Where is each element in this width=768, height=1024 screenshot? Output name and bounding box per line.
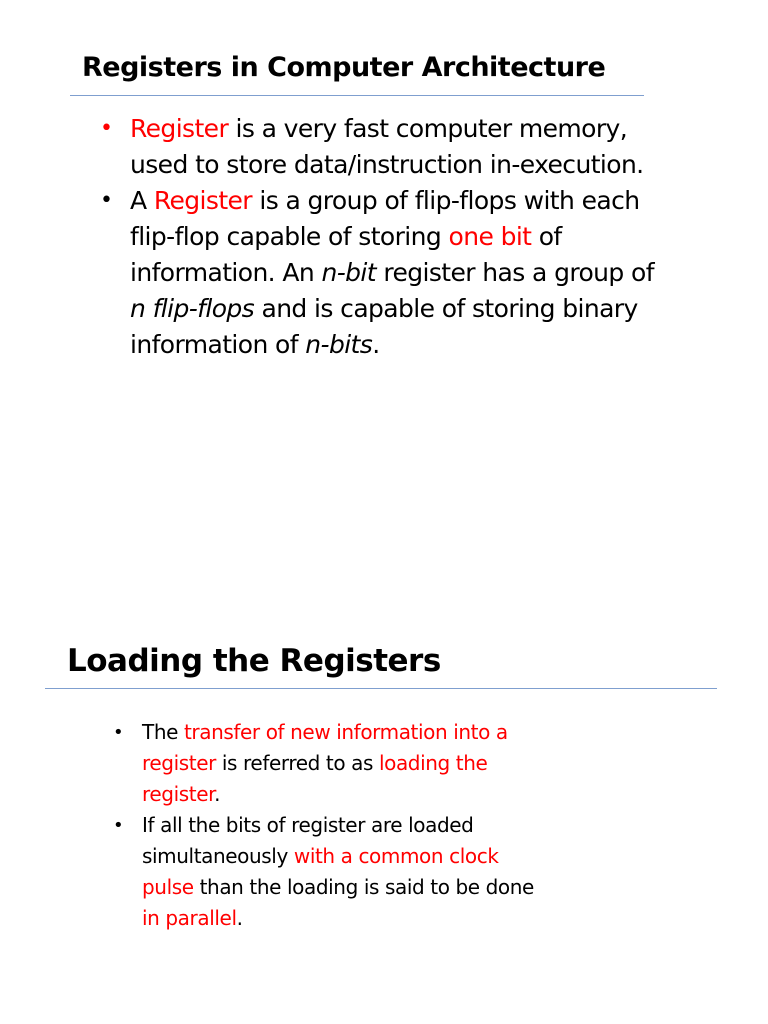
highlight-text: in parallel (142, 906, 237, 930)
slide-title: Loading the Registers (67, 643, 441, 679)
bullet-marker: • (113, 815, 124, 836)
body-text: register has a group of (375, 258, 654, 287)
bullet-item (113, 810, 553, 934)
body-text: is a very fast computer memory, used to store data/instruction in-execution. (130, 114, 644, 179)
bullet-marker: • (100, 188, 113, 213)
body-text: is a group of flip-flops with each flip-flop capable of storing (130, 186, 640, 251)
body-text: and is capable of storing binary information of (130, 294, 638, 359)
slide-title: Registers in Computer Architecture (82, 52, 606, 83)
slide-loading-registers (0, 600, 768, 1024)
italic-text: n flip-flops (130, 294, 255, 323)
body-text: . (372, 330, 380, 359)
body-text: The (142, 720, 184, 744)
title-divider (45, 688, 717, 689)
body-text: A (130, 186, 154, 215)
bullet-item (100, 183, 660, 363)
highlight-text: Register (153, 186, 252, 215)
body-text: than the loading is said to be done (193, 875, 534, 899)
highlight-text: with a common clock pulse (142, 844, 499, 899)
italic-text: n-bits (305, 330, 373, 359)
highlight-text: loading the register (142, 751, 488, 806)
body-text: is referred to as (215, 751, 379, 775)
bullet-marker: • (113, 722, 124, 743)
body-text: of information. An (130, 222, 562, 287)
italic-text: n-bit (321, 258, 376, 287)
bullet-item (100, 111, 660, 183)
body-text: If all the bits of register are loaded simultaneously (142, 813, 474, 868)
bullet-list (113, 717, 553, 934)
highlight-text: Register (130, 114, 229, 143)
body-text: . (236, 906, 243, 930)
highlight-text: one bit (448, 222, 532, 251)
highlight-text: transfer of new information into a register (142, 720, 508, 775)
bullet-marker: • (100, 116, 113, 141)
body-text: . (214, 782, 221, 806)
title-divider (70, 95, 644, 96)
bullet-item (113, 717, 553, 810)
bullet-list (100, 111, 660, 363)
